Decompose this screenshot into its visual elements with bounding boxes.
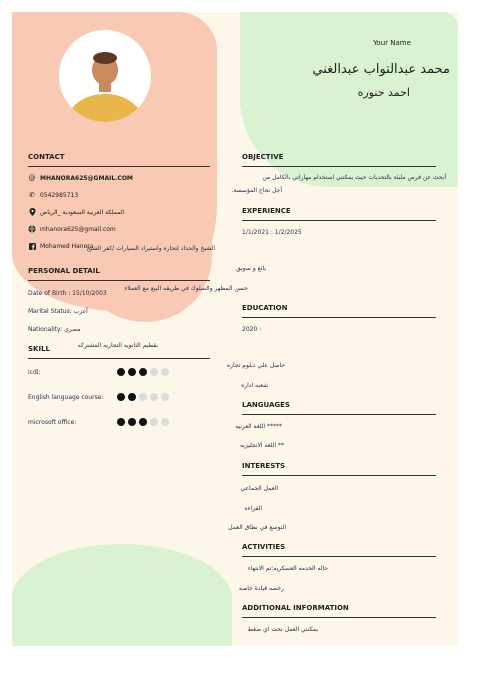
rating-dot-filled — [139, 418, 147, 426]
languages-divider — [242, 414, 436, 415]
interests-line-1: العمل الجماعي — [240, 485, 278, 492]
experience-line-2: بائع و سويق — [236, 265, 266, 272]
skill-label: English language course: — [28, 394, 104, 401]
rating-dot-filled — [128, 418, 136, 426]
interests-title: INTERESTS — [242, 462, 286, 470]
interests-line-3: التوسع في نطاق العمل — [228, 524, 286, 531]
name-line-2: احمد حنوره — [357, 86, 410, 99]
skill-rating — [117, 368, 169, 376]
education-divider — [242, 317, 436, 318]
experience-line-1: الشيخ والحداد لتجاره واستيراد السيارات /كفر الشيخ — [86, 245, 215, 252]
facebook-icon — [28, 242, 36, 250]
objective-title: OBJECTIVE — [242, 153, 284, 161]
contact-facebook-row — [28, 242, 93, 250]
interests-line-2: القراءه — [244, 505, 262, 512]
experience-divider — [242, 220, 436, 221]
education-line-2: حاصل علي دبلوم تجاره — [226, 362, 285, 369]
name-line-1: محمد عبدالتواب عبدالغني — [312, 62, 450, 77]
experience-date: 1/1/2021 : 1/2/2025 — [242, 229, 302, 236]
skill-divider — [28, 358, 210, 359]
rating-dot-empty — [150, 418, 158, 426]
contact-address: المملكة العربية السعودية _الرياض — [40, 208, 125, 216]
education-year: 2020 : — [242, 326, 262, 333]
contact-email-upper: MHANORA625@GMAIL.COM — [40, 174, 133, 182]
additional-info-title: ADDITIONAL INFORMATION — [242, 604, 349, 612]
rating-dot-empty — [161, 368, 169, 376]
education-line-3: شعبه اداره — [241, 382, 268, 389]
contact-address-row — [28, 208, 124, 216]
rating-dot-filled — [117, 368, 125, 376]
activities-title: ACTIVITIES — [242, 543, 286, 551]
at-icon: @ — [28, 174, 36, 182]
contact-facebook: Mohamed Hanora — [40, 242, 94, 250]
activities-line-1: حاله الخدمه العسكريه:تم الانتهاء — [247, 565, 328, 572]
objective-divider — [242, 166, 436, 167]
contact-email-lower-row — [28, 225, 116, 233]
interests-divider — [242, 475, 436, 476]
nationality: Nationality: مصري — [28, 326, 81, 333]
activities-line-2: رخصه قيادة خاصه — [238, 585, 284, 592]
marital-status: Marital Status: أعزب — [28, 308, 88, 315]
date-of-birth: Date of Birth : 15/10/2003 — [28, 290, 107, 297]
additional-info-divider — [242, 617, 436, 618]
skill-rating — [117, 393, 169, 401]
resume-page — [12, 12, 458, 646]
rating-dot-filled — [128, 368, 136, 376]
languages-line-2: ** اللغه الانجليزيه — [239, 442, 284, 449]
your-name-label: Your Name — [373, 39, 411, 47]
education-title: EDUCATION — [242, 304, 288, 312]
skill-label: microsoft office: — [28, 419, 77, 426]
contact-phone-row — [28, 191, 78, 199]
rating-dot-empty — [139, 393, 147, 401]
languages-line-1: ***** اللغه العربيه — [235, 423, 282, 430]
contact-divider — [28, 166, 210, 167]
location-pin-icon — [28, 208, 36, 216]
personal-detail-divider — [28, 280, 210, 281]
phone-icon: ✆ — [29, 191, 35, 199]
rating-dot-empty — [150, 368, 158, 376]
contact-email-upper-row — [28, 174, 133, 182]
languages-title: LANGUAGES — [242, 401, 290, 409]
skill-rating — [117, 418, 169, 426]
rating-dot-empty — [150, 393, 158, 401]
skill-label: icdl: — [28, 369, 41, 376]
globe-icon — [28, 225, 36, 233]
rating-dot-filled — [139, 368, 147, 376]
contact-phone: 0542985713 — [40, 191, 79, 199]
experience-line-3: حسن المظهر والسلوك في طريقه البيع مع العملاء — [124, 285, 248, 292]
additional-info-line-1: يمكنني العمل تحت اي ضغط — [247, 626, 318, 633]
skill-title: SKILL — [28, 345, 50, 353]
objective-line-1: أبحث عن فرص ملبئة بالتحديات حيث يمكنني استخدام مهاراتي بالكامل من — [262, 174, 446, 181]
contact-email-lower: mhanora625@gmail.com — [40, 225, 116, 233]
contact-title: CONTACT — [28, 153, 65, 161]
rating-dot-empty — [161, 418, 169, 426]
rating-dot-empty — [161, 393, 169, 401]
personal-detail-title: PERSONAL DETAIL — [28, 267, 100, 275]
rating-dot-filled — [128, 393, 136, 401]
green-background-shape-bottom — [12, 544, 232, 646]
rating-dot-filled — [117, 418, 125, 426]
rating-dot-filled — [117, 393, 125, 401]
objective-line-2: أجل نجاح المؤسسة. — [231, 187, 282, 194]
activities-divider — [242, 556, 436, 557]
experience-title: EXPERIENCE — [242, 207, 291, 215]
education-line-1: بقطيم الثانويه التجاريه المشتركه — [77, 342, 158, 349]
profile-photo — [59, 30, 151, 122]
